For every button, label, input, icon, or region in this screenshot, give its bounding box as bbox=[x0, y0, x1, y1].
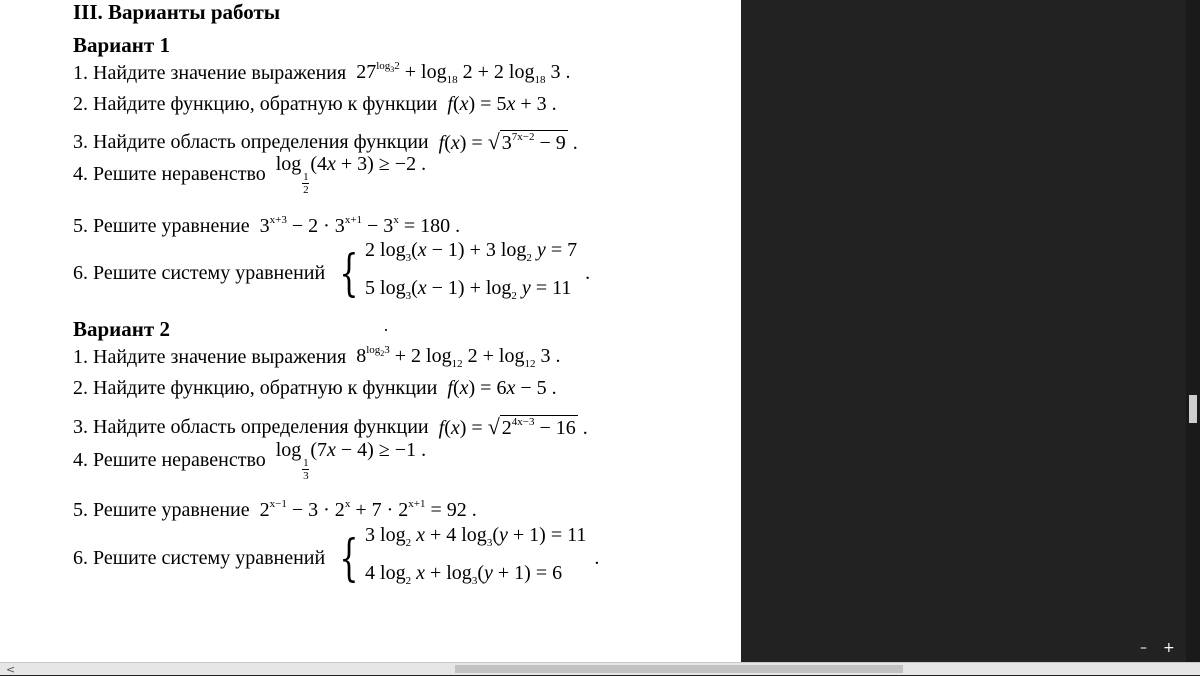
v1-task-5-formula: $3^{x+3} - 2 \cdot 3^{x+1} - 3^x = 180$ . bbox=[259, 214, 461, 237]
variant-1-title: Вариант 1 bbox=[73, 33, 170, 57]
v2-task-4: 4. Решите неравенство log $\frac{1}{3}$ (7x − 4) ≥ −1 . bbox=[73, 439, 427, 482]
v1-task-2: 2. Найдите функцию, обратную к функции f(x) = 5x + 3 . bbox=[73, 92, 557, 115]
zoom-in-button[interactable]: + bbox=[1163, 640, 1175, 656]
v2-task-1: 1. Найдите значение выражения $8^{log_23} + 2$ $\log_{12} 2 + \log_{12} 3$ . bbox=[73, 344, 561, 370]
section-heading: III. Варианты работы bbox=[73, 0, 281, 24]
v2-task-3-formula: f(x) = √ $2^{4x-3} - 16$ . bbox=[438, 414, 588, 439]
v2-task-2: 2. Найдите функцию, обратную к функции f(x) = 6x − 5 . bbox=[73, 376, 557, 399]
variant-2-title: Вариант 2 bbox=[73, 317, 170, 341]
vertical-scroll-thumb[interactable] bbox=[1189, 395, 1197, 423]
v2-task-6: 6. Решите систему уравнений { 3 $\log_2 x + 4$ $\log_3(y + 1) = 11$ 4 $\log_2 x + \log_3(y + 1) = 6$ . bbox=[73, 542, 599, 574]
v1-task-5: 5. Решите уравнение $3^{x+3} - 2 \cdot 3^{x+1} - 3^x = 180$ . bbox=[73, 214, 461, 237]
v1-task-4: 4. Решите неравенство log $\frac{1}{2}$ (4x + 3) ≥ −2 . bbox=[73, 153, 427, 196]
v1-task-3-formula: f(x) = √ $3^{7x-2} - 9$ . bbox=[438, 129, 578, 154]
vertical-scrollbar[interactable] bbox=[1186, 0, 1200, 662]
zoom-controls bbox=[1140, 640, 1175, 656]
v1-task-6-system: { 2 $\log_3(x - 1) + 3$ $\log_2 y = 7$ 5 $\log_3(x - 1) + \log_2 y = 11$ . bbox=[339, 239, 591, 302]
v2-task-5-formula: $2^{x-1} - 3 \cdot 2^x + 7 \cdot 2^{x+1} = 92$ . bbox=[259, 498, 477, 521]
viewer-background bbox=[741, 0, 1186, 662]
v1-task-6: 6. Решите систему уравнений { 2 $\log_3(x - 1) + 3$ $\log_2 y = 7$ 5 $\log_3(x - 1) + \log_2 y = 11$ . bbox=[73, 257, 590, 289]
v2-task-3: 3. Найдите область определения функции f(x) = √ $2^{4x-3} - 16$ . bbox=[73, 414, 588, 439]
horizontal-scroll-thumb[interactable] bbox=[455, 665, 903, 673]
v2-task-2-formula: f(x) = 6x − 5 . bbox=[447, 376, 557, 399]
v1-task-4-formula: log $\frac{1}{2}$ (4x + 3) ≥ −2 . bbox=[275, 153, 427, 196]
v2-task-4-formula: log $\frac{1}{3}$ (7x − 4) ≥ −1 . bbox=[275, 439, 427, 482]
scroll-left-arrow-icon[interactable]: < bbox=[6, 663, 16, 676]
v1-task-1: 1. Найдите значение выражения $27^{log_32} + \log_{18} 2 + 2$ $\log_{18} 3$ . bbox=[73, 60, 571, 86]
zoom-out-button[interactable]: – bbox=[1140, 640, 1147, 656]
v2-task-6-system: { 3 $\log_2 x + 4$ $\log_3(y + 1) = 11$ 4 $\log_2 x + \log_3(y + 1) = 6$ . bbox=[339, 524, 600, 587]
v2-task-1-formula: $8^{log_23} + 2$ $\log_{12} 2 + \log_{12} 3$ . bbox=[356, 344, 561, 370]
v1-task-1-formula: $27^{log_32} + \log_{18} 2 + 2$ $\log_{18} 3$ . bbox=[356, 60, 571, 86]
scan-speck bbox=[385, 329, 387, 331]
horizontal-scrollbar[interactable] bbox=[0, 662, 1200, 675]
v2-task-5: 5. Решите уравнение $2^{x-1} - 3 \cdot 2^x + 7 \cdot 2^{x+1} = 92$ . bbox=[73, 498, 477, 521]
v1-task-2-formula: f(x) = 5x + 3 . bbox=[447, 92, 557, 115]
v1-task-3: 3. Найдите область определения функции f(x) = √ $3^{7x-2} - 9$ . bbox=[73, 129, 578, 154]
